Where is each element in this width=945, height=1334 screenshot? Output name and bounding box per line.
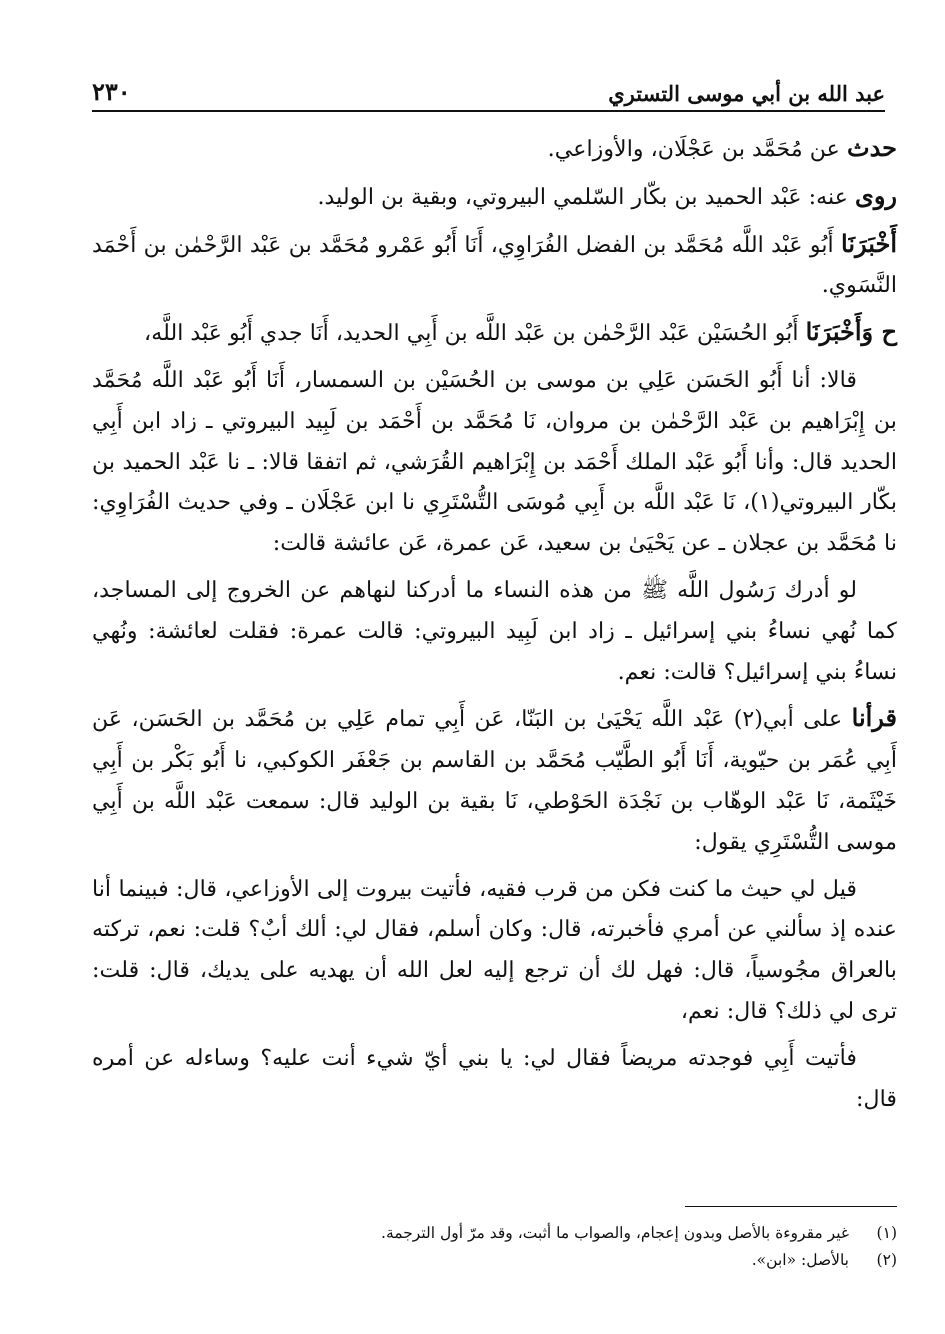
footnote-text: غير مقروءة بالأصل وبدون إعجام، والصواب ما أثبت، وقد مرّ أول الترجمة. [381, 1224, 849, 1242]
paragraph-lead: ح وَأَخْبَرَنَا [805, 317, 897, 347]
running-title: عبد الله بن أبي موسى التستري [608, 81, 885, 106]
paragraph-lead: قرأنا [851, 703, 897, 733]
paragraph [92, 570, 897, 692]
paragraph-text: فأتيت أَبِي فوجدته مريضاً فقال لي: يا بني أيّ شيء أنت عليه؟ وساءله عن أمره قال: [92, 1044, 897, 1112]
paragraph-text: قالا: أنا أَبُو الحَسَن عَلِي بن موسى بن الحُسَيْن بن السمسار، أَنَا أَبُو عَبْد اللَّه مُحَمَّد بن إِبْرَاهيم بن عَبْد الرَّحْمٰن بن مروان، نَا مُحَمَّد بن أَحْمَد بن لَبِيد البيروتي ـ زاد ابن أَبِي الحديد قال: وأنا أَبُو عَبْد الملك أَحْمَد بن إِبْرَاهيم القُرَشي، ثم اتفقا قالا: ـ نا عَبْد الحميد بن بكّار البيروتي(١)، نَا عَبْد اللَّه بن أَبِي مُوسَى التُّسْتَرِي نا ابن عَجْلَان ـ وفي حديث الفُرَاوِي: نا مُحَمَّد بن عجلان ـ عن يَحْيَىٰ بن سعيد، عَن عمرة، عَن عائشة قالت: [92, 366, 897, 557]
paragraph [92, 360, 897, 564]
paragraph-lead: روى [855, 180, 897, 210]
footnote-number: (٢) [876, 1251, 897, 1269]
paragraph-lead: أَخْبَرَنَا [841, 228, 897, 258]
paragraph-text: أَبُو الحُسَيْن عَبْد الرَّحْمٰن بن عَبْد اللَّه بن أَبِي الحديد، أَنَا جدي أَبُو عَبْد اللَّه، [144, 320, 806, 347]
paragraph-lead: حدث [846, 133, 897, 162]
paragraph [92, 128, 897, 170]
paragraph [92, 312, 897, 354]
paragraph-text: لو أدرك رَسُول اللَّه ﷺ من هذه النساء ما أدركنا لنهاهم عن الخروج إلى المساجد، كما نُهي نساءُ بني إسرائيل ـ زاد ابن لَبِيد البيروتي: قالت عمرة: فقلت لعائشة: ونُهي نساءُ بني إسرائيل؟ قالت: نعم. [92, 576, 897, 685]
footnote [92, 1220, 897, 1247]
paragraph [92, 869, 897, 1032]
paragraph [92, 176, 897, 218]
body-text [92, 128, 897, 1125]
page-number: ٢٣٠ [92, 77, 131, 106]
paragraph-text: عن مُحَمَّد بن عَجْلَان، والأوزاعي. [547, 136, 847, 162]
paragraph [92, 224, 897, 307]
paragraph [92, 698, 897, 862]
footnote-divider [685, 1206, 897, 1207]
paragraph-text: أَبُو عَبْد اللَّه مُحَمَّد بن الفضل الفُرَاوِي، أَنَا أَبُو عَمْرو مُحَمَّد بن عَبْد الرَّحْمٰن بن أَحْمَد النَّسَوي. [92, 231, 897, 299]
paragraph-text: عنه: عَبْد الحميد بن بكّار السّلمي البيروتي، وبقية بن الوليد. [317, 183, 856, 210]
footnote-number: (١) [876, 1224, 897, 1242]
footnote [92, 1247, 897, 1274]
paragraph [92, 1038, 897, 1120]
running-header [92, 70, 885, 112]
paragraph-text: قيل لي حيث ما كنت فكن من قرب فقيه، فأتيت بيروت إلى الأوزاعي، قال: فبينما أنا عنده إذ سألني عن أمري فأخبرته، قال: وكان أسلم، فقال لي: ألك أبٌ؟ قلت: نعم، تركته بالعراق مجُوسياً، قال: فهل لك أن ترجع إليه لعل الله أن يهديه على يديك، قال: قلت: ترى لي ذلك؟ قال: نعم، [92, 875, 897, 1024]
paragraph-text: على أبي(٢) عَبْد اللَّه يَحْيَىٰ بن البَنّا، عَن أَبِي تمام عَلِي بن مُحَمَّد بن الحَسَن، عَن أَبِي عُمَر بن حيّوية، أَنَا أَبُو الطَّيّب مُحَمَّد بن القاسم بن جَعْفَر الكوكبي، نا أَبُو بَكْر بن أَبِي خَيْثَمة، نَا عَبْد الوهّاب بن نَجْدَة الحَوْطي، نَا بقية بن الوليد قال: سمعت عَبْد اللَّه بن أَبِي موسى التُّسْتَرِي يقول: [92, 706, 897, 855]
footnote-text: بالأصل: «ابن». [751, 1251, 849, 1269]
footnotes [92, 1220, 897, 1274]
